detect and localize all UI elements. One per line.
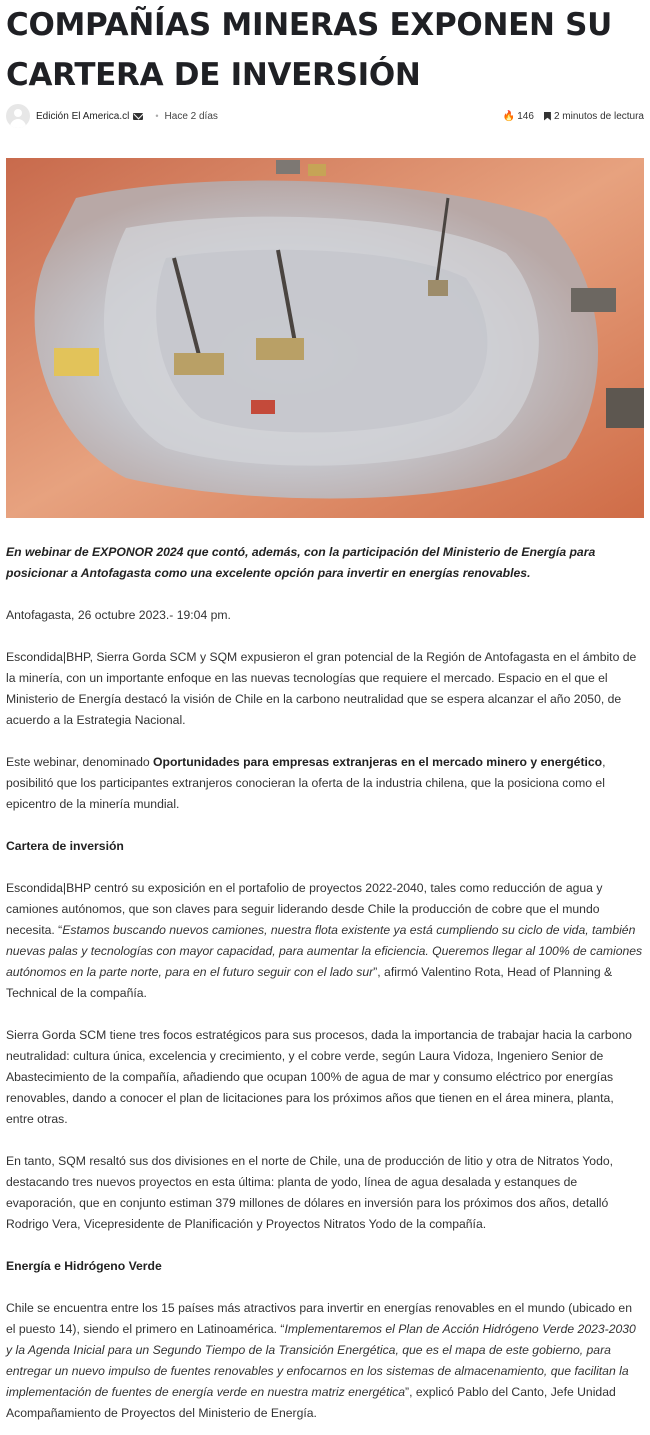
paragraph-3-text-a: Escondida|BHP centró su exposición en el portafolio de proyectos 2022-2040, tales como reducción de agua y camiones autónomos, que son claves para seguir liderando desde Chile la producción de cobre que el mundo necesita. “ xyxy=(6,881,603,937)
article-lead: En webinar de EXPONOR 2024 que contó, además, con la participación del Ministerio de Energía para posicionar a Antofagasta como una excelente opción para invertir en energías renovables. xyxy=(6,545,596,580)
fire-icon: 🔥 xyxy=(502,110,516,122)
shovel-right xyxy=(606,388,644,428)
section-heading-energy: Energía e Hidrógeno Verde xyxy=(6,1259,162,1273)
paragraph-3 xyxy=(6,878,644,1004)
avatar-body xyxy=(10,119,26,128)
section-heading-investment: Cartera de inversión xyxy=(6,839,124,853)
author-name[interactable]: Edición El America.cl xyxy=(36,110,130,122)
article-meta xyxy=(6,102,644,130)
post-date: Hace 2 días xyxy=(164,110,218,122)
haul-truck-left xyxy=(54,348,99,376)
paragraph-6 xyxy=(6,1298,644,1424)
bookmark-icon xyxy=(544,112,551,121)
view-count: 146 xyxy=(517,110,534,122)
hero-image-open-pit-mine xyxy=(6,158,644,518)
avatar-head xyxy=(14,109,22,117)
paragraph-5: En tanto, SQM resaltó sus dos divisiones en el norte de Chile, una de producción de litio y otra de Nitratos Yodo, destacando tres nuevos proyectos en esta última: planta de yodo, línea de agua desalada y estanques de evaporación, que en conjunto estiman 379 millones de dólares en inversión para los próximos dos años, detalló Rodrigo Vera, Vicepresidente de Planificación y Proyectos Nitratos Yodo de la compañía. xyxy=(6,1154,614,1231)
paragraph-3-quote: Estamos buscando nuevos camiones, nuestra flota existente ya está cumpliendo su ciclo de vida, también nuevas palas y tecnologías con mayor capacidad, para aumentar la eficiencia. Queremos llegar al 100% de camiones autónomos en la parte norte, para en el futuro seguir con el lado sur xyxy=(6,923,643,979)
haul-truck-right xyxy=(571,288,616,312)
bus-vehicle xyxy=(251,400,275,414)
mine-illustration xyxy=(6,158,644,518)
envelope-icon[interactable] xyxy=(133,113,143,120)
truck-top-2 xyxy=(308,164,326,176)
paragraph-2-text-a: Este webinar, denominado xyxy=(6,755,154,769)
paragraph-3-text-b: ”, afirmó Valentino Rota, Head of Planning & Technical de la compañía. xyxy=(6,965,613,1000)
meta-separator: • xyxy=(155,111,159,121)
read-time: 2 minutos de lectura xyxy=(553,110,644,122)
paragraph-1: Escondida|BHP, Sierra Gorda SCM y SQM expusieron el gran potencial de la Región de Antofagasta en el ámbito de la minería, con un importante enfoque en las nuevas tecnologías que requiere el mercado. Espacio en el que el Ministerio de Energía destacó la visión de Chile en la carbono neutralidad que se espera alcanzar el año 2050, de acuerdo a la Estrategia Nacional. xyxy=(6,650,637,727)
user-avatar-icon[interactable] xyxy=(6,104,30,128)
paragraph-4: Sierra Gorda SCM tiene tres focos estratégicos para sus procesos, dada la importancia de trabajar hacia la carbono neutralidad: cultura única, excelencia y crecimiento, y el cobre verde, según Laura Vidoza, Ingeniero Senior de Abastecimiento de la compañía, añadiendo que ocupan 100% de agua de mar y consumo eléctrico por energías renovables, dando a conocer el plan de licitaciones para los próximos años que tienen en el área minera, planta, entre otras. xyxy=(6,1028,632,1126)
dateline: Antofagasta, 26 octubre 2023.- 19:04 pm. xyxy=(6,608,231,622)
paragraph-2-text-b: , posibilitó que los participantes extranjeros conocieran la oferta de la industria chilena, que la posiciona como el epicentro de la minería mundial. xyxy=(6,755,606,811)
truck-top-1 xyxy=(276,160,300,174)
paragraph-2-strong: Oportunidades para empresas extranjeras en el mercado minero y energético xyxy=(153,755,603,769)
meta-stats xyxy=(503,111,644,122)
paragraph-6-text-a: Chile se encuentra entre los 15 países más atractivos para invertir en energías renovables en el mundo (ubicado en el puesto 14), siendo el primero en Latinoamérica. “ xyxy=(6,1301,632,1336)
article-title: COMPAÑÍAS MINERAS EXPONEN SU CARTERA DE INVERSIÓN xyxy=(6,7,612,93)
paragraph-2 xyxy=(6,752,644,815)
paragraph-6-quote: Implementaremos el Plan de Acción Hidrógeno Verde 2023-2030 y la Agenda Inicial para un Segundo Tiempo de la Transición Energética, que es el mapa de este gobierno, para entregar un nuevo impulso de fuentes renovables y enfocarnos en los sistemas de almacenamiento, que facilitan la implementación de fuentes de energía verde en nuestra matriz energética xyxy=(6,1322,636,1399)
paragraph-6-text-b: ”, explicó Pablo del Canto, Jefe Unidad Acompañamiento de Proyectos del Ministerio de Energía. xyxy=(6,1385,616,1420)
